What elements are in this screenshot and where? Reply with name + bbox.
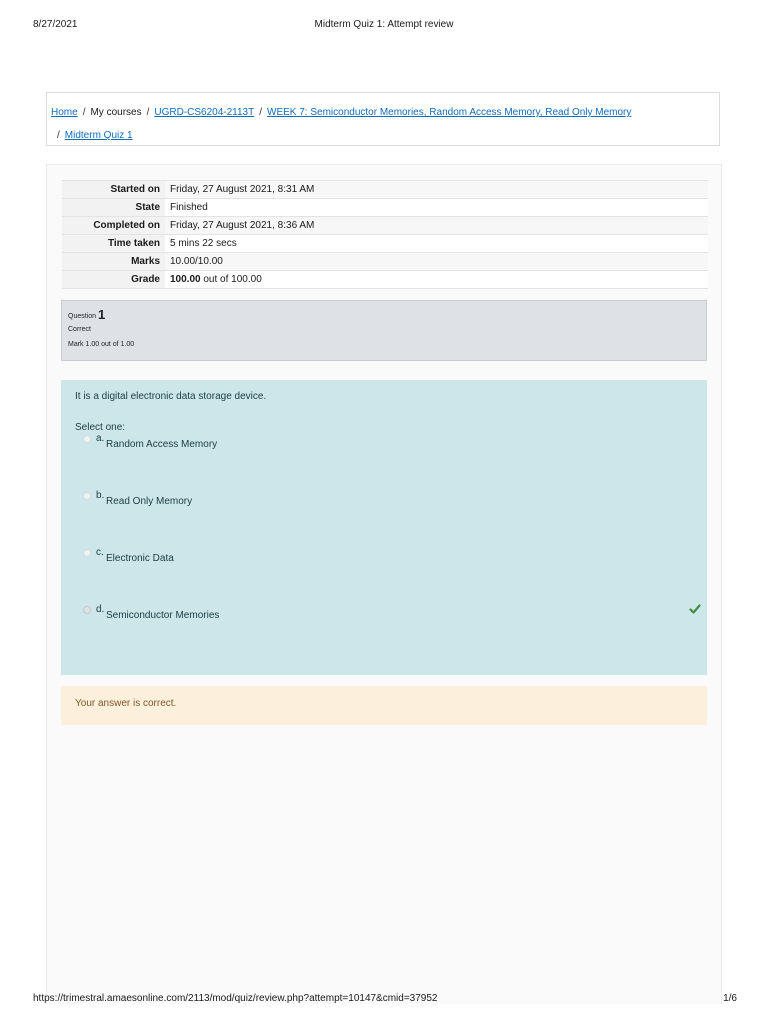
answer-option-d[interactable] [75, 604, 693, 661]
summary-row-completed [62, 217, 708, 235]
radio-button[interactable] [83, 435, 91, 443]
grade-out-of: out of 100.00 [200, 274, 262, 285]
breadcrumb [46, 92, 720, 146]
question-text: It is a digital electronic data storage device. [75, 391, 267, 402]
summary-label: State [62, 199, 165, 217]
question-label: Question [68, 313, 97, 320]
breadcrumb-separator: / [146, 107, 150, 118]
check-icon [689, 603, 701, 615]
print-header-date: 8/27/2021 [33, 19, 78, 30]
option-letter: d. [96, 604, 105, 615]
summary-value: Friday, 27 August 2021, 8:36 AM [165, 217, 708, 235]
breadcrumb-quiz-link[interactable]: Midterm Quiz 1 [64, 130, 133, 141]
select-one-prompt: Select one: [75, 422, 126, 433]
question-number: 1 [97, 307, 106, 322]
print-footer-page: 1/6 [723, 993, 737, 1004]
radio-button-selected[interactable] [83, 606, 91, 614]
breadcrumb-separator: / [82, 107, 86, 118]
question-grade: Mark 1.00 out of 1.00 [68, 341, 135, 348]
option-label: Electronic Data [106, 553, 174, 564]
summary-row-grade [62, 271, 708, 289]
summary-value: Finished [165, 199, 708, 217]
question-info-box [61, 300, 707, 361]
option-label: Read Only Memory [106, 496, 193, 507]
radio-button[interactable] [83, 492, 91, 500]
print-footer-url: https://trimestral.amaesonline.com/2113/mod/quiz/review.php?attempt=10147&cmid=37952 [33, 993, 438, 1004]
summary-label: Marks [62, 253, 165, 271]
summary-row-marks [62, 253, 708, 271]
breadcrumb-separator: / [57, 130, 60, 141]
summary-value: Friday, 27 August 2021, 8:31 AM [165, 181, 708, 199]
summary-label: Completed on [62, 217, 165, 235]
radio-button[interactable] [83, 549, 91, 557]
summary-value: 5 mins 22 secs [165, 235, 708, 253]
option-letter: c. [96, 547, 104, 558]
question-content [61, 380, 707, 675]
question-state: Correct [68, 326, 91, 333]
summary-row-time-taken [62, 235, 708, 253]
feedback-box [61, 686, 707, 725]
summary-value [165, 271, 708, 289]
summary-label: Time taken [62, 235, 165, 253]
summary-label: Grade [62, 271, 165, 289]
breadcrumb-home-link[interactable]: Home [51, 107, 78, 118]
option-letter: a. [96, 433, 105, 444]
breadcrumb-week-link[interactable]: WEEK 7: Semiconductor Memories, Random Access Memory, Read Only Memory [267, 107, 632, 118]
feedback-text: Your answer is correct. [75, 698, 177, 709]
summary-row-state [62, 199, 708, 217]
option-letter: b. [96, 490, 105, 501]
breadcrumb-course-link[interactable]: UGRD-CS6204-2113T [154, 107, 255, 118]
option-label: Random Access Memory [106, 439, 218, 450]
answer-option-a[interactable] [75, 433, 693, 490]
summary-label: Started on [62, 181, 165, 199]
option-label: Semiconductor Memories [106, 610, 220, 621]
print-header-title: Midterm Quiz 1: Attempt review [314, 19, 454, 30]
answer-option-c[interactable] [75, 547, 693, 604]
grade-score: 100.00 [170, 274, 201, 285]
summary-value: 10.00/10.00 [165, 253, 708, 271]
breadcrumb-separator: / [259, 107, 263, 118]
summary-row-started [62, 181, 708, 199]
breadcrumb-my-courses: My courses [90, 107, 142, 118]
attempt-summary-table [62, 180, 708, 289]
answer-option-b[interactable] [75, 490, 693, 547]
